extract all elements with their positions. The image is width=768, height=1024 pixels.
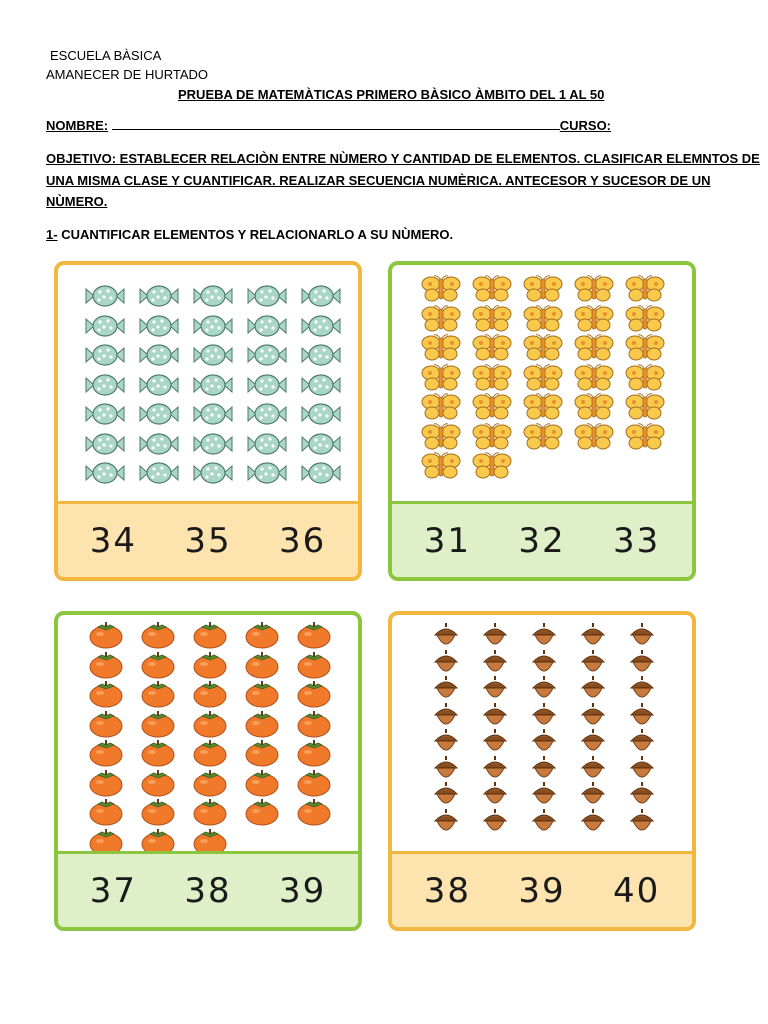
persimmon-icon xyxy=(244,680,280,713)
candy-icon xyxy=(84,460,126,491)
candy-icon xyxy=(192,372,234,403)
persimmon-icon xyxy=(192,710,228,743)
candy-icon xyxy=(138,372,180,403)
persimmon-icon xyxy=(140,798,176,831)
candy-icon xyxy=(246,313,288,344)
butterfly-icon xyxy=(522,275,564,308)
butterfly-icon xyxy=(573,393,615,426)
candy-icon xyxy=(300,372,342,403)
objective-line-1: OBJETIVO: ESTABLECER RELACIÒN ENTRE NÙMERO Y CANTIDAD DE ELEMENTOS. CLASIFICAR ELEMNTOS DE xyxy=(46,151,760,166)
number-options xyxy=(392,851,692,927)
candy-icon xyxy=(246,372,288,403)
name-label: NOMBRE: xyxy=(46,118,109,133)
candy-icon xyxy=(300,431,342,462)
butterfly-icon xyxy=(573,364,615,397)
candy-icon xyxy=(300,460,342,491)
butterfly-icon xyxy=(522,334,564,367)
school-name: ESCUELA BÀSICA xyxy=(50,48,162,63)
option-number[interactable]: 33 xyxy=(613,520,661,561)
name-row xyxy=(46,118,611,134)
option-number[interactable]: 34 xyxy=(89,520,137,561)
candy-icon xyxy=(246,401,288,432)
card-butterflies xyxy=(388,261,696,581)
persimmon-icon xyxy=(88,798,124,831)
option-number[interactable]: 38 xyxy=(184,870,232,911)
butterfly-icon xyxy=(471,452,513,485)
persimmon-icon xyxy=(88,621,124,654)
persimmon-icon xyxy=(244,798,280,831)
number-options xyxy=(58,851,358,927)
candy-icon xyxy=(300,313,342,344)
card-acorns xyxy=(388,611,696,931)
persimmon-icon xyxy=(140,710,176,743)
butterfly-icon xyxy=(420,305,462,338)
candy-icon xyxy=(300,342,342,373)
option-number[interactable]: 36 xyxy=(279,520,327,561)
persimmon-icon xyxy=(140,680,176,713)
butterfly-icon xyxy=(624,364,666,397)
candy-icon xyxy=(246,283,288,314)
butterfly-icon xyxy=(573,275,615,308)
acorn-icon xyxy=(628,809,656,842)
persimmon-icon xyxy=(244,739,280,772)
candy-icon xyxy=(192,283,234,314)
option-number[interactable]: 39 xyxy=(518,870,566,911)
number-options xyxy=(58,501,358,577)
butterfly-icon xyxy=(522,423,564,456)
persimmon-icon xyxy=(140,739,176,772)
exercise-instruction xyxy=(46,227,453,243)
candy-icon xyxy=(84,401,126,432)
persimmon-icon xyxy=(192,769,228,802)
butterfly-icon xyxy=(471,275,513,308)
butterfly-icon xyxy=(471,423,513,456)
candy-icon xyxy=(84,313,126,344)
persimmon-icon xyxy=(244,651,280,684)
option-number[interactable]: 35 xyxy=(184,520,232,561)
candy-icon xyxy=(84,372,126,403)
butterfly-icon xyxy=(522,393,564,426)
candy-icon xyxy=(246,431,288,462)
persimmon-icon xyxy=(88,739,124,772)
persimmon-icon xyxy=(140,621,176,654)
objective-line-2: UNA MISMA CLASE Y CUANTIFICAR. REALIZAR SECUENCIA NUMÈRICA. ANTECESOR Y SUCESOR DE UN xyxy=(46,173,711,188)
butterfly-icon xyxy=(471,305,513,338)
persimmon-icon xyxy=(88,769,124,802)
persimmon-icon xyxy=(296,798,332,831)
butterfly-icon xyxy=(624,393,666,426)
candy-icon xyxy=(84,431,126,462)
butterfly-icon xyxy=(471,364,513,397)
candy-icon xyxy=(138,342,180,373)
persimmon-icon xyxy=(192,651,228,684)
acorn-icon xyxy=(579,809,607,842)
persimmon-icon xyxy=(192,739,228,772)
butterfly-icon xyxy=(420,423,462,456)
course-label: CURSO: xyxy=(559,118,612,133)
candy-icon xyxy=(138,313,180,344)
candy-icon xyxy=(84,283,126,314)
number-options xyxy=(392,501,692,577)
persimmon-icon xyxy=(244,621,280,654)
candy-icon xyxy=(300,283,342,314)
candy-icon xyxy=(192,313,234,344)
butterfly-icon xyxy=(624,423,666,456)
persimmon-icon xyxy=(296,651,332,684)
acorn-icon xyxy=(432,809,460,842)
objective-line-3: NÙMERO. xyxy=(46,194,108,209)
butterfly-icon xyxy=(420,364,462,397)
candy-icon xyxy=(138,283,180,314)
persimmon-icon xyxy=(296,739,332,772)
school-location: AMANECER DE HURTADO xyxy=(46,67,209,82)
candy-icon xyxy=(246,460,288,491)
test-title: PRUEBA DE MATEMÀTICAS PRIMERO BÀSICO ÀMBITO DEL 1 AL 50 xyxy=(178,87,605,102)
butterfly-icon xyxy=(624,334,666,367)
butterfly-icon xyxy=(624,275,666,308)
candy-icon xyxy=(192,342,234,373)
card-candies xyxy=(54,261,362,581)
persimmon-icon xyxy=(296,621,332,654)
persimmon-icon xyxy=(140,651,176,684)
exercise-text: CUANTIFICAR ELEMENTOS Y RELACIONARLO A SU NÙMERO. xyxy=(61,227,454,242)
persimmon-icon xyxy=(140,769,176,802)
option-number[interactable]: 38 xyxy=(423,870,471,911)
candy-icon xyxy=(192,401,234,432)
butterfly-icon xyxy=(624,305,666,338)
option-number[interactable]: 37 xyxy=(89,870,137,911)
option-number[interactable]: 40 xyxy=(613,870,661,911)
persimmon-icon xyxy=(296,710,332,743)
butterfly-icon xyxy=(573,305,615,338)
option-number[interactable]: 39 xyxy=(279,870,327,911)
butterfly-icon xyxy=(522,364,564,397)
candy-icon xyxy=(138,401,180,432)
persimmon-icon xyxy=(88,710,124,743)
option-number[interactable]: 32 xyxy=(518,520,566,561)
butterfly-icon xyxy=(420,275,462,308)
butterfly-icon xyxy=(420,334,462,367)
candy-icon xyxy=(192,460,234,491)
butterfly-icon xyxy=(471,393,513,426)
butterfly-icon xyxy=(522,305,564,338)
option-number[interactable]: 31 xyxy=(423,520,471,561)
persimmon-icon xyxy=(296,769,332,802)
persimmon-icon xyxy=(244,769,280,802)
acorn-icon xyxy=(530,809,558,842)
butterfly-icon xyxy=(420,452,462,485)
persimmon-icon xyxy=(192,798,228,831)
butterfly-icon xyxy=(573,334,615,367)
candy-icon xyxy=(138,460,180,491)
persimmon-icon xyxy=(192,680,228,713)
butterfly-icon xyxy=(573,423,615,456)
exercise-number: 1- xyxy=(46,227,58,242)
name-line[interactable] xyxy=(112,118,560,130)
persimmon-icon xyxy=(296,680,332,713)
persimmon-icon xyxy=(192,621,228,654)
persimmon-icon xyxy=(88,680,124,713)
candy-icon xyxy=(84,342,126,373)
candy-icon xyxy=(246,342,288,373)
persimmon-icon xyxy=(244,710,280,743)
card-persimmons xyxy=(54,611,362,931)
butterfly-icon xyxy=(471,334,513,367)
butterfly-icon xyxy=(420,393,462,426)
persimmon-icon xyxy=(88,651,124,684)
candy-icon xyxy=(300,401,342,432)
acorn-icon xyxy=(481,809,509,842)
candy-icon xyxy=(192,431,234,462)
candy-icon xyxy=(138,431,180,462)
